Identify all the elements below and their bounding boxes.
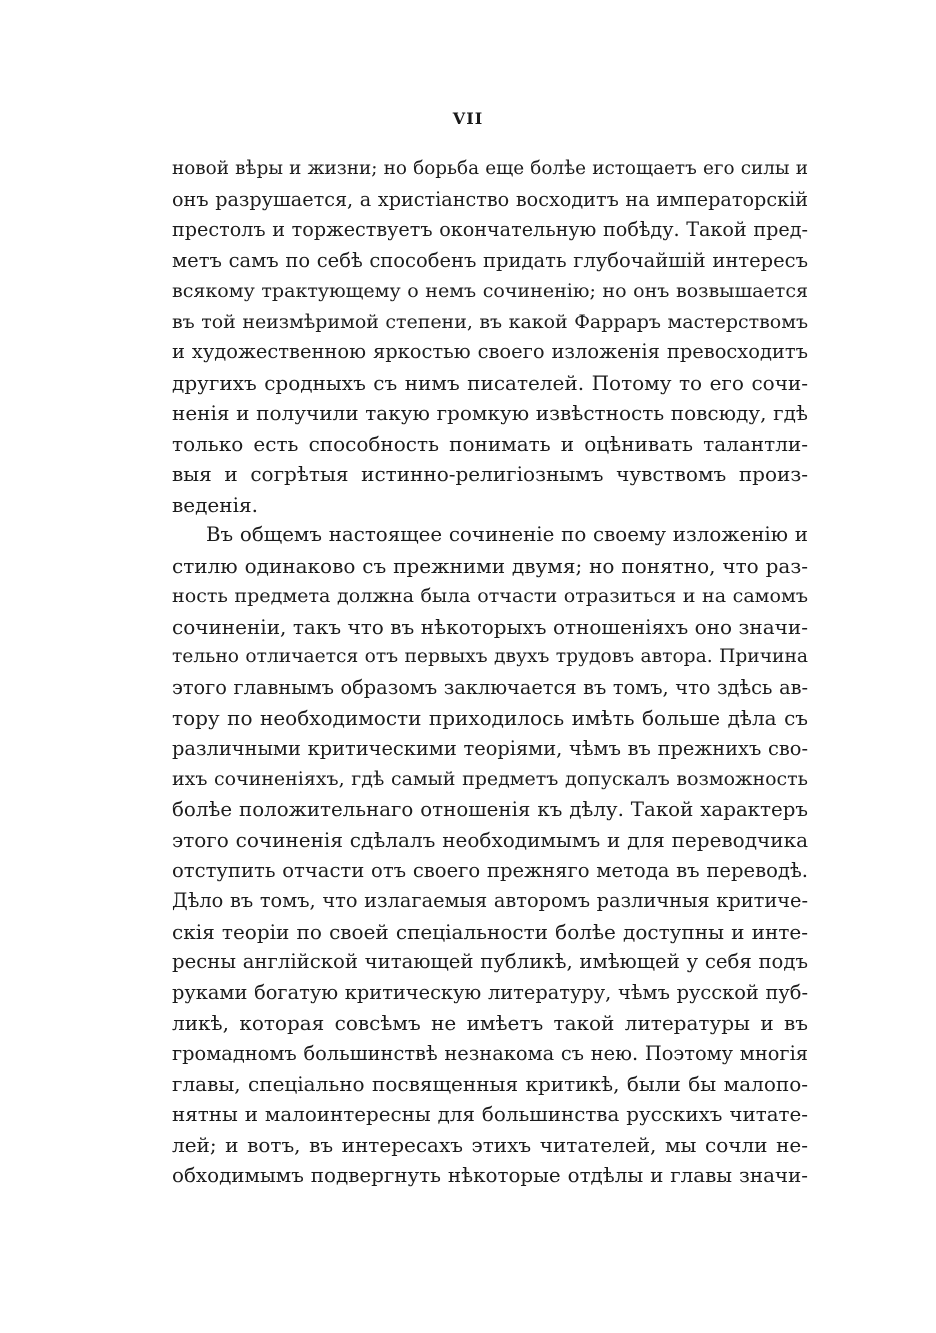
text-line: новой вѣры и жизни; но борьба еще болѣе истощаетъ его силы и <box>172 158 808 179</box>
text-line: ресны англійской читающей публикѣ, имѣющей у себя подъ <box>172 950 808 973</box>
text-line: ненія и получили такую громкую извѣстность повсюду, гдѣ <box>172 401 808 425</box>
text-line: Дѣло въ томъ, что излагаемыя авторомъ различныя критиче- <box>172 889 808 912</box>
text-line: ихъ сочиненіяхъ, гдѣ самый предметъ допускалъ возможность <box>172 768 808 790</box>
body-text <box>172 154 808 1191</box>
text-line: отступить отчасти отъ своего прежняго метода въ переводѣ. <box>172 858 808 882</box>
page-number: VII <box>452 109 484 128</box>
text-line: различными критическими теоріями, чѣмъ въ прежнихъ сво- <box>172 736 808 760</box>
text-line: сочиненіи, такъ что въ нѣкоторыхъ отношеніяхъ оно значи- <box>172 614 808 639</box>
text-line: Въ общемъ настоящее сочиненіе по своему изложенію и <box>206 523 808 546</box>
text-line: всякому трактующему о немъ сочиненію; но онъ возвышается <box>172 280 808 302</box>
text-line: руками богатую критическую литературу, чѣмъ русской пуб- <box>172 980 808 1004</box>
text-line: главы, спеціально посвященныя критикѣ, были бы малопо- <box>172 1072 808 1096</box>
text-line: стилю одинаково съ прежними двумя; но понятно, что раз- <box>172 553 808 578</box>
text-line: только есть способность понимать и оцѣнивать талантли- <box>172 431 808 456</box>
text-line: и художественною яркостью своего изложенія превосходитъ <box>172 340 808 363</box>
text-line: этого сочиненія сдѣлалъ необходимымъ и для переводчика <box>172 828 808 852</box>
text-line: метъ самъ по себѣ способенъ придать глубочайшій интересъ <box>172 248 808 272</box>
text-line: онъ разрушается, а христіанство восходитъ на императорскій <box>172 187 808 211</box>
text-line: въ той неизмѣримой степени, въ какой Фарраръ мастерствомъ <box>172 310 808 333</box>
text-line: веденія. <box>172 492 258 517</box>
text-line: ликѣ, которая совсѣмъ не имѣетъ такой литературы и въ <box>172 1011 808 1035</box>
text-line: ность предмета должна была отчасти отразиться и на самомъ <box>172 584 808 607</box>
text-line: лей; и вотъ, въ интересахъ этихъ читателей, мы сочли не- <box>172 1133 808 1157</box>
text-line: этого главнымъ образомъ заключается въ томъ, что здѣсь ав- <box>172 675 808 699</box>
text-line: другихъ сродныхъ съ нимъ писателей. Потому то его сочи- <box>172 370 808 395</box>
text-line: болѣе положительнаго отношенія къ дѣлу. Такой характеръ <box>172 797 808 821</box>
text-line: обходимымъ подвергнуть нѣкоторые отдѣлы и главы значи- <box>172 1163 808 1187</box>
text-line: тору по необходимости приходилось имѣть больше дѣла съ <box>172 706 808 730</box>
text-line: выя и согрѣтыя истинно-религіознымъ чувствомъ произ- <box>172 462 808 486</box>
paragraph <box>172 154 808 520</box>
text-line: скія теоріи по своей спеціальности болѣе доступны и инте- <box>172 919 808 944</box>
text-line: нятны и малоинтересны для большинства русскихъ читате- <box>172 1102 808 1126</box>
paragraph <box>172 520 808 1191</box>
text-line: престолъ и торжествуетъ окончательную побѣду. Такой пред- <box>172 218 808 241</box>
text-line: тельно отличается отъ первыхъ двухъ трудовъ автора. Причина <box>172 646 808 667</box>
text-line: громадномъ большинствѣ незнакома съ нею. Поэтому многія <box>172 1041 808 1065</box>
